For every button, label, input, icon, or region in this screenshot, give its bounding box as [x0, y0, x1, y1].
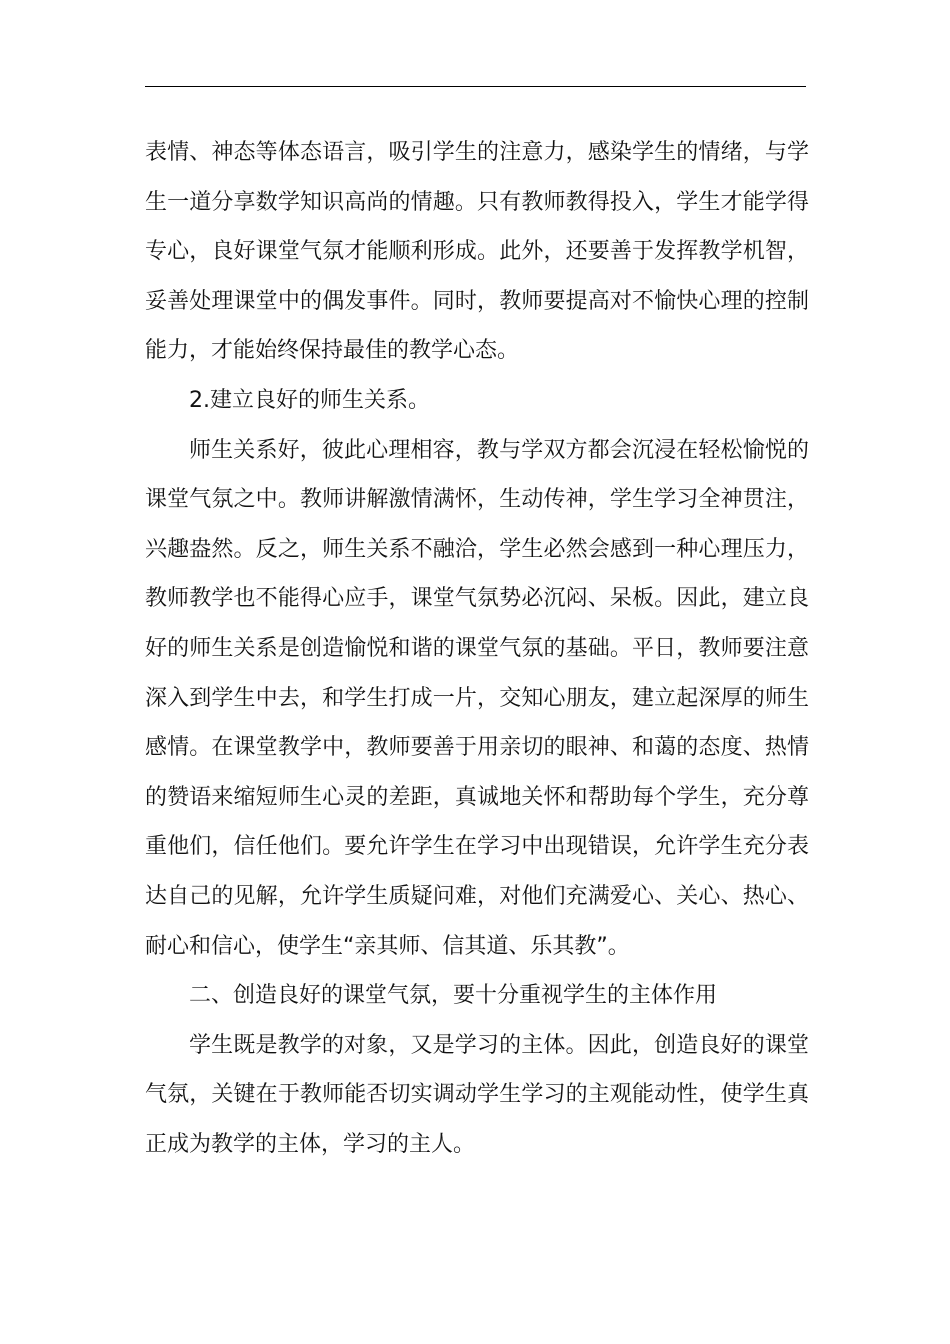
- paragraph-2: 师生关系好，彼此心理相容，教与学双方都会沉浸在轻松愉悦的课堂气氛之中。教师讲解激情满怀，生动传神，学生学习全神贯注，兴趣盎然。反之，师生关系不融洽，学生必然会感到一种心理压力，教师教学也不能得心应手，课堂气氛势必沉闷、呆板。因此，建立良好的师生关系是创造愉悦和谐的课堂气氛的基础。平日，教师要注意深入到学生中去，和学生打成一片，交知心朋友，建立起深厚的师生感情。在课堂教学中，教师要善于用亲切的眼神、和蔼的态度、热情的赞语来缩短师生心灵的差距，真诚地关怀和帮助每个学生，充分尊重他们，信任他们。要允许学生在学习中出现错误，允许学生充分表达自己的见解，允许学生质疑问难，对他们充满爱心、关心、热心、耐心和信心，使学生“亲其师、信其道、乐其教”。: [145, 437, 809, 959]
- header-rule: [145, 86, 806, 87]
- section-heading-chapter-2: 二、创造良好的课堂气氛，要十分重视学生的主体作用: [189, 983, 718, 1009]
- section-heading-2: 2.建立良好的师生关系。: [189, 387, 430, 413]
- paragraph-1: 表情、神态等体态语言，吸引学生的注意力，感染学生的情绪，与学生一道分享数学知识高尚的情趣。只有教师教得投入，学生才能学得专心，良好课堂气氛才能顺利形成。此外，还要善于发挥教学机智，妥善处理课堂中的偶发事件。同时，教师要提高对不愉快心理的控制能力，才能始终保持最佳的教学心态。: [145, 140, 809, 364]
- paragraph-3: 学生既是教学的对象，又是学习的主体。因此，创造良好的课堂气氛，关键在于教师能否切实调动学生学习的主观能动性，使学生真正成为教学的主体，学习的主人。: [145, 1032, 809, 1157]
- document-body: [145, 128, 809, 1169]
